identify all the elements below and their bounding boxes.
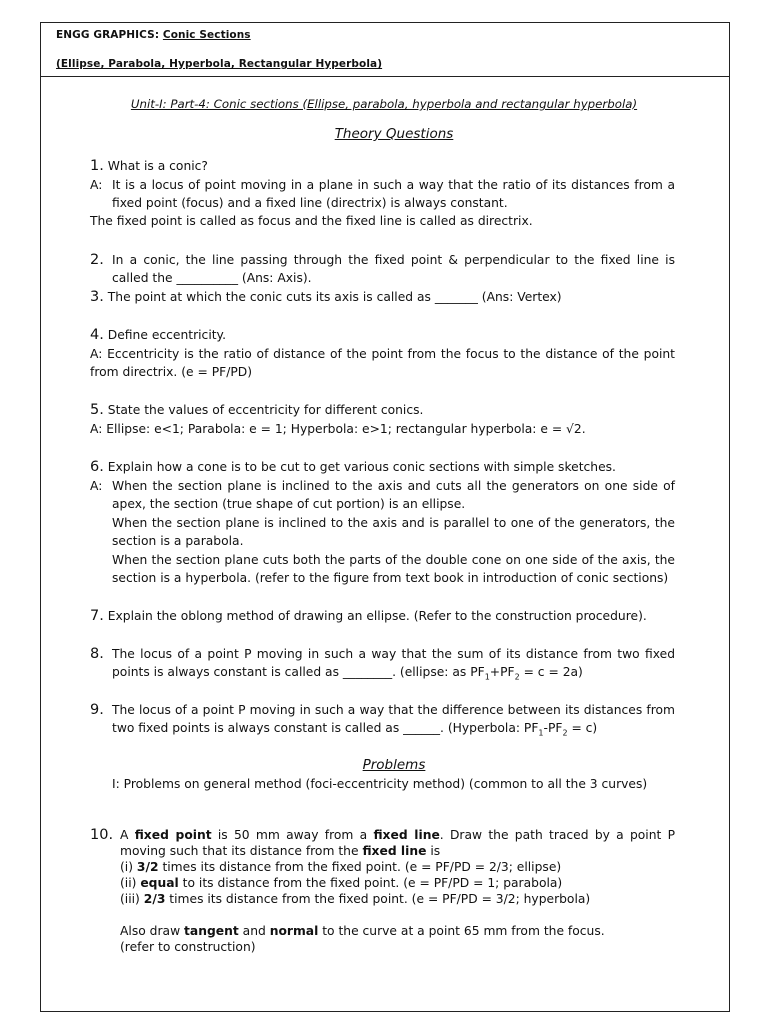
q6-a1-line2: apex, the section (true shape of cut portion) is an ellipse. — [112, 497, 466, 511]
q3-text: The point at which the conic cuts its axis is called as _______ (Ans: Vertex) — [107, 290, 562, 304]
q6-a2-line1: When the section plane is inclined to the axis and is parallel to one of the generators, the — [112, 516, 675, 530]
q1-question-text: What is a conic? — [107, 159, 208, 173]
q9-line2: two fixed points is always constant is called as ______. (Hyperbola: $PF_1-PF_2 = c$) — [112, 721, 598, 738]
q8-number: 8. — [90, 646, 104, 662]
q4-number: 4. — [90, 327, 104, 343]
q10-also: Also draw tangent and normal to the curve at a point 65 mm from the focus. — [120, 924, 605, 938]
header-subtitle: (Ellipse, Parabola, Hyperbola, Rectangular Hyperbola) — [56, 58, 383, 70]
q6-a3-line1: When the section plane cuts both the parts of the double cone on one side of the axis, the — [112, 553, 675, 567]
q6-question — [90, 458, 616, 476]
q2-line1: In a conic, the line passing through the fixed point & perpendicular to the fixed line is — [112, 253, 675, 267]
q3-item — [90, 288, 562, 306]
q6-question-text: Explain how a cone is to be cut to get various conic sections with simple sketches. — [107, 460, 616, 474]
q2-line2: called the __________ (Ans: Axis). — [112, 271, 312, 285]
q10-ref: (refer to construction) — [120, 940, 256, 954]
q6-a3-line2: section is a hyperbola. (refer to the figure from text book in introduction of conic sections) — [112, 571, 669, 585]
q10-item-ii: (ii) equal to its distance from the fixed point. (e = PF/PD = 1; parabola) — [120, 876, 563, 890]
q1-answer-line2: fixed point (focus) and a fixed line (directrix) is always constant. — [112, 196, 508, 210]
q7-text: Explain the oblong method of drawing an ellipse. (Refer to the construction procedure). — [107, 609, 647, 623]
q10-item-i: (i) 3/2 times its distance from the fixed point. (e = PF/PD = 2/3; ellipse) — [120, 860, 562, 874]
header-subject-topic: Conic Sections — [162, 29, 251, 41]
q7-number: 7. — [90, 608, 104, 624]
q3-number: 3. — [90, 289, 104, 305]
q10-line1: A fixed point is 50 mm away from a fixed line. Draw the path traced by a point P — [120, 828, 675, 842]
q6-a1-line1: When the section plane is inclined to the axis and cuts all the generators on one side of — [112, 479, 675, 493]
q8-line2: points is always constant is called as ________. (ellipse: as $PF_1+PF_2 = c = 2a$) — [112, 665, 583, 682]
q5-question — [90, 401, 423, 419]
header-box — [41, 23, 729, 77]
q5-number: 5. — [90, 402, 104, 418]
q2-number: 2. — [90, 252, 104, 268]
q1-answer-prefix: A: — [90, 178, 103, 192]
q5-answer: A: Ellipse: e<1; Parabola: e = 1; Hyperbola: e>1; rectangular hyperbola: e = √2. — [90, 422, 586, 436]
q1-question — [90, 157, 208, 175]
q5-question-text: State the values of eccentricity for different conics. — [107, 403, 424, 417]
q6-number: 6. — [90, 459, 104, 475]
q10-number: 10. — [90, 827, 114, 843]
q10-item-iii: (iii) 2/3 times its distance from the fixed point. (e = PF/PD = 3/2; hyperbola) — [120, 892, 591, 906]
q10-line2: moving such that its distance from the fixed line is — [120, 844, 441, 858]
q6-a2-line2: section is a parabola. — [112, 534, 244, 548]
q1-number: 1. — [90, 158, 104, 174]
theory-title: Theory Questions — [334, 126, 454, 142]
q6-answer-prefix: A: — [90, 479, 103, 493]
q1-answer-line1: It is a locus of point moving in a plane in such a way that the ratio of its distances from a — [112, 178, 675, 192]
q1-note: The fixed point is called as focus and the fixed line is called as directrix. — [90, 214, 533, 228]
q9-line1: The locus of a point P moving in such a way that the difference between its distances from — [112, 703, 675, 717]
q4-answer-line1: A: Eccentricity is the ratio of distance of the point from the focus to the distance of the point — [90, 347, 675, 361]
q8-line1: The locus of a point P moving in such a way that the sum of its distance from two fixed — [112, 647, 675, 661]
header-subject-prefix: ENGG GRAPHICS: — [56, 29, 163, 41]
q4-answer-line2: from directrix. (e = PF/PD) — [90, 365, 253, 379]
problems-title: Problems — [362, 757, 426, 773]
q9-number: 9. — [90, 702, 104, 718]
q4-question-text: Define eccentricity. — [107, 328, 226, 342]
header-subject — [56, 29, 251, 41]
problems-subtitle: I: Problems on general method (foci-eccentricity method) (common to all the 3 curves) — [112, 777, 648, 791]
q4-question — [90, 326, 226, 344]
unit-title: Unit-I: Part-4: Conic sections (Ellipse, parabola, hyperbola and rectangular hyperbola) — [130, 97, 638, 111]
q7-item — [90, 607, 647, 625]
